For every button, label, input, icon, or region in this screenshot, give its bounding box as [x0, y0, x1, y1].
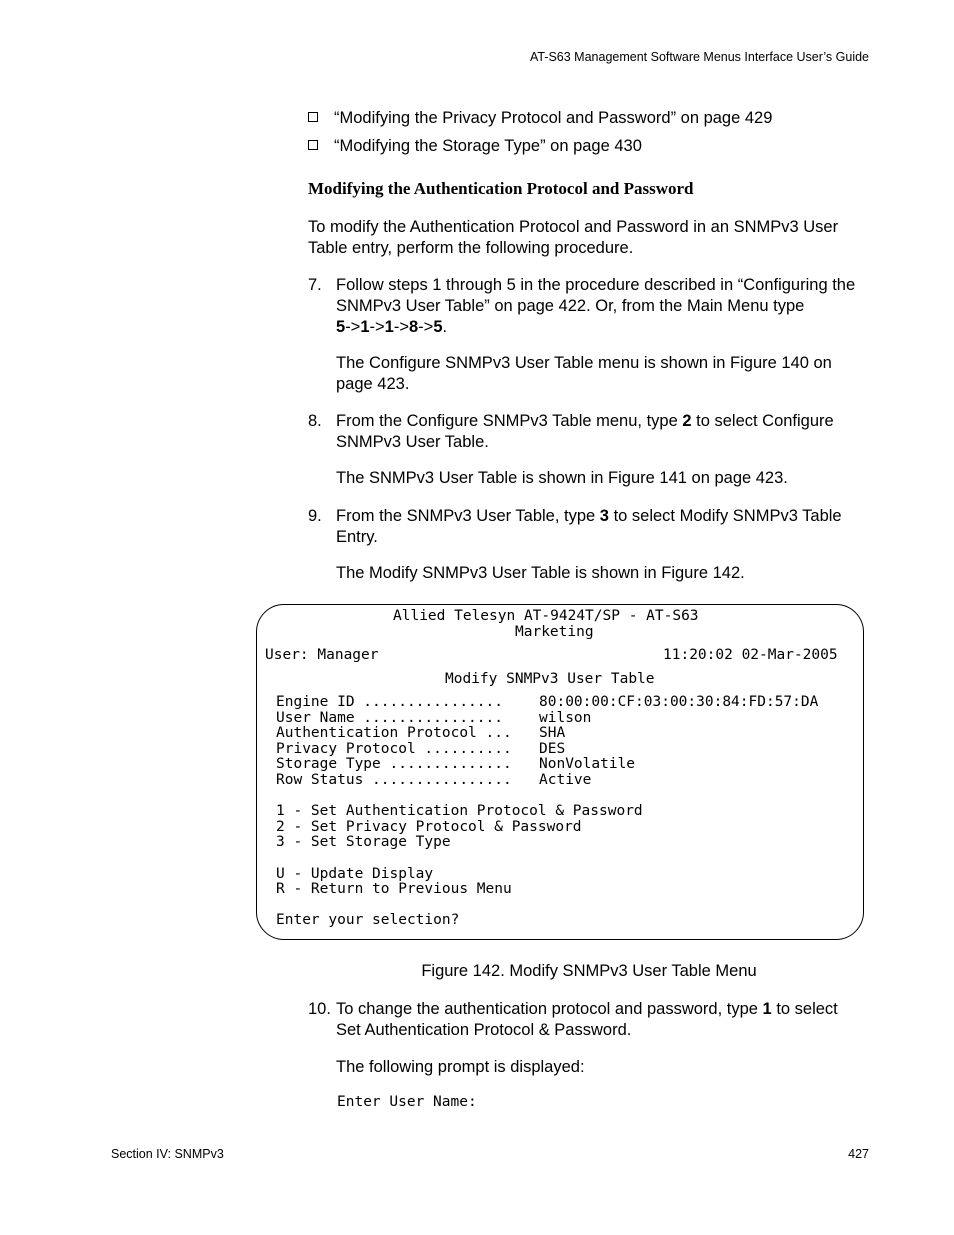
- terminal-menu-title: Modify SNMPv3 User Table: [445, 671, 655, 687]
- terminal-field-value: SHA: [539, 725, 566, 741]
- terminal-menu-option: 1 - Set Authentication Protocol & Password: [276, 803, 643, 819]
- terminal-field-label: Authentication Protocol ...: [276, 725, 512, 741]
- terminal-menu-option: 2 - Set Privacy Protocol & Password: [276, 819, 582, 835]
- terminal-field-value: 80:00:00:CF:03:00:30:84:FD:57:DA: [539, 694, 819, 710]
- step-number: 9.: [308, 507, 322, 525]
- terminal-field-value: wilson: [539, 710, 592, 726]
- terminal-field-value: DES: [539, 741, 566, 757]
- checkbox-bullet-icon: [308, 112, 318, 122]
- footer-section: Section IV: SNMPv3: [111, 1147, 224, 1161]
- step-number: 7.: [308, 276, 322, 294]
- terminal-command: R - Return to Previous Menu: [276, 881, 512, 897]
- terminal-user: User: Manager: [265, 647, 379, 663]
- step-8-text: From the Configure SNMPv3 Table menu, type 2 to select Configure SNMPv3 User Table.: [336, 412, 834, 451]
- terminal-location: Marketing: [515, 624, 594, 640]
- step-number: 8.: [308, 412, 322, 430]
- step-9-text: From the SNMPv3 User Table, type 3 to select Modify SNMPv3 Table Entry.: [336, 507, 842, 546]
- terminal-field-value: NonVolatile: [539, 756, 636, 772]
- terminal-menu-option: 3 - Set Storage Type: [276, 834, 451, 850]
- user-name-prompt: Enter User Name:: [337, 1094, 477, 1110]
- section-heading: Modifying the Authentication Protocol and Password: [308, 179, 694, 198]
- bullet-item: “Modifying the Privacy Protocol and Password” on page 429: [308, 107, 772, 129]
- step-number: 10.: [308, 1000, 331, 1018]
- step-9-note: The Modify SNMPv3 User Table is shown in Figure 142.: [336, 564, 745, 582]
- bullet-item: “Modifying the Storage Type” on page 430: [308, 135, 642, 157]
- intro-paragraph: To modify the Authentication Protocol and Password in an SNMPv3 User Table entry, perform the following procedure.: [308, 218, 839, 257]
- terminal-datetime: 11:20:02 02-Mar-2005: [663, 647, 838, 663]
- checkbox-bullet-icon: [308, 140, 318, 150]
- terminal-field-label: Privacy Protocol ..........: [276, 741, 512, 757]
- terminal-field-label: Storage Type ..............: [276, 756, 512, 772]
- step-7-note: The Configure SNMPv3 User Table menu is shown in Figure 140 on page 423.: [336, 354, 832, 393]
- terminal-command: U - Update Display: [276, 866, 434, 882]
- terminal-banner: Allied Telesyn AT-9424T/SP - AT-S63: [393, 608, 699, 624]
- page-number: 427: [848, 1147, 869, 1161]
- figure-caption: Figure 142. Modify SNMPv3 User Table Menu: [421, 962, 757, 980]
- key-sequence: 5->1->1->8->5.: [336, 318, 448, 336]
- step-8-note: The SNMPv3 User Table is shown in Figure 141 on page 423.: [336, 469, 788, 487]
- terminal-prompt: Enter your selection?: [276, 912, 460, 928]
- terminal-field-label: User Name ................: [276, 710, 503, 726]
- terminal-field-label: Row Status ................: [276, 772, 512, 788]
- step-10-note: The following prompt is displayed:: [336, 1058, 585, 1076]
- terminal-field-value: Active: [539, 772, 592, 788]
- running-header: AT-S63 Management Software Menus Interface User’s Guide: [529, 50, 869, 64]
- step-10-text: To change the authentication protocol and password, type 1 to select Set Authentication Protocol & Password.: [336, 1000, 838, 1039]
- step-7-text: Follow steps 1 through 5 in the procedure described in “Configuring the SNMPv3 User Table” on page 422. Or, from the Main Menu type 5->1->1->8->5.: [336, 275, 881, 338]
- terminal-field-label: Engine ID ................: [276, 694, 503, 710]
